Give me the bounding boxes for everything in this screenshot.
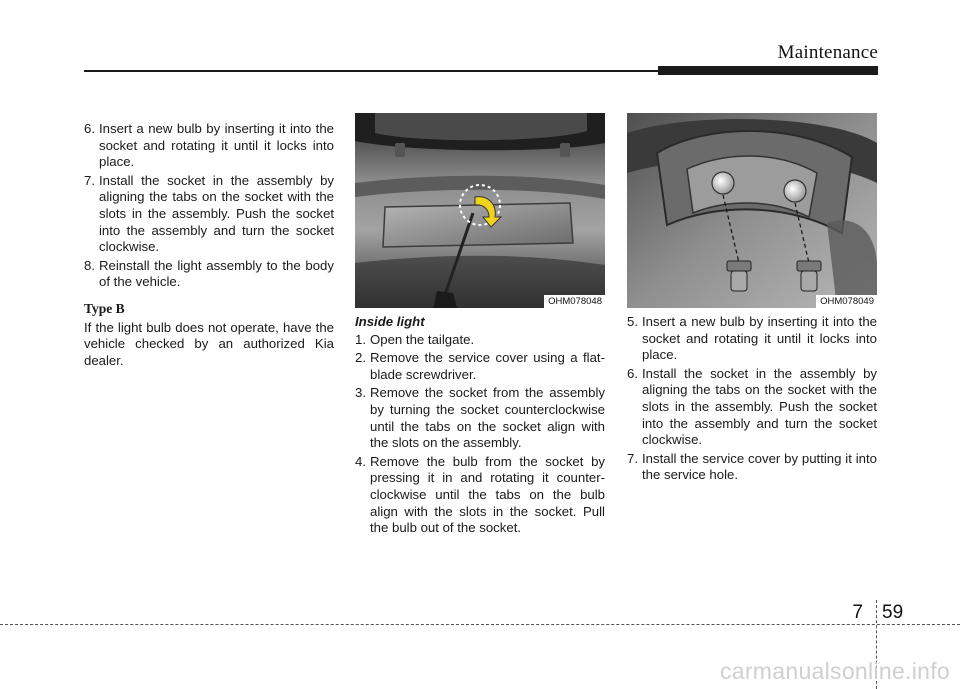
step-item: 2. Remove the service cover using a flat-blade screwdriver.: [355, 350, 605, 382]
type-b-paragraph: If the light bulb does not operate, have the vehicle checked by an authorized Kia dealer.: [84, 319, 334, 368]
type-b-heading: Type B: [84, 300, 125, 316]
section-title: Maintenance: [777, 42, 878, 63]
step-item: 8. Reinstall the light assembly to the body of the vehicle.: [84, 257, 334, 290]
header-bar: [658, 66, 878, 75]
step-item: 7. Install the service cover by putting it into the service hole.: [627, 450, 877, 483]
figure-code: OHM078048: [544, 295, 605, 308]
step-item: 4. Remove the bulb from the socket by pressing it in and rotating it counter-clockwise until the tabs on the bulb align with the slots in the socket. Pull the bulb out of the socket.: [355, 453, 605, 536]
step-item: 6. Insert a new bulb by inserting it into the socket and rotating it until it locks into place.: [84, 121, 334, 170]
header-rule: [84, 70, 660, 72]
step-item: 6. Install the socket in the assembly by aligning the tabs on the socket with the slots in the assembly. Push the socket into the assembly and turn the socket clockwise.: [627, 365, 877, 448]
column-middle: [355, 314, 605, 539]
column-right: [627, 314, 877, 486]
footer-rule: [0, 624, 960, 625]
chapter-number: 7: [852, 602, 863, 623]
figure-light-socket: [627, 113, 877, 308]
figure-tailgate-cover: [355, 113, 605, 308]
step-item: 7. Install the socket in the assembly by aligning the tabs on the socket with the slots in the assembly. Push the socket into the assembly and turn the socket clockwise.: [84, 172, 334, 255]
step-item: 5. Insert a new bulb by inserting it into the socket and rotating it until it locks into place.: [627, 314, 877, 363]
steps-list-right: [627, 314, 877, 484]
steps-list-middle: [355, 332, 605, 537]
step-item: 1. Open the tailgate.: [355, 331, 475, 347]
watermark-text: carmanualsonline.info: [719, 658, 950, 684]
column-left: [84, 121, 334, 369]
inside-light-heading: Inside light: [355, 314, 425, 329]
page-number: 59: [882, 602, 904, 623]
steps-list-left: [84, 121, 334, 291]
interior-light-socket-illustration: [627, 113, 877, 308]
tailgate-cover-screwdriver-illustration: [355, 113, 605, 308]
figure-code: OHM078049: [816, 295, 877, 308]
step-item: 3. Remove the socket from the assembly by turning the socket counterclockwise until the tabs on the socket align with the slots on the assembly.: [355, 385, 605, 451]
